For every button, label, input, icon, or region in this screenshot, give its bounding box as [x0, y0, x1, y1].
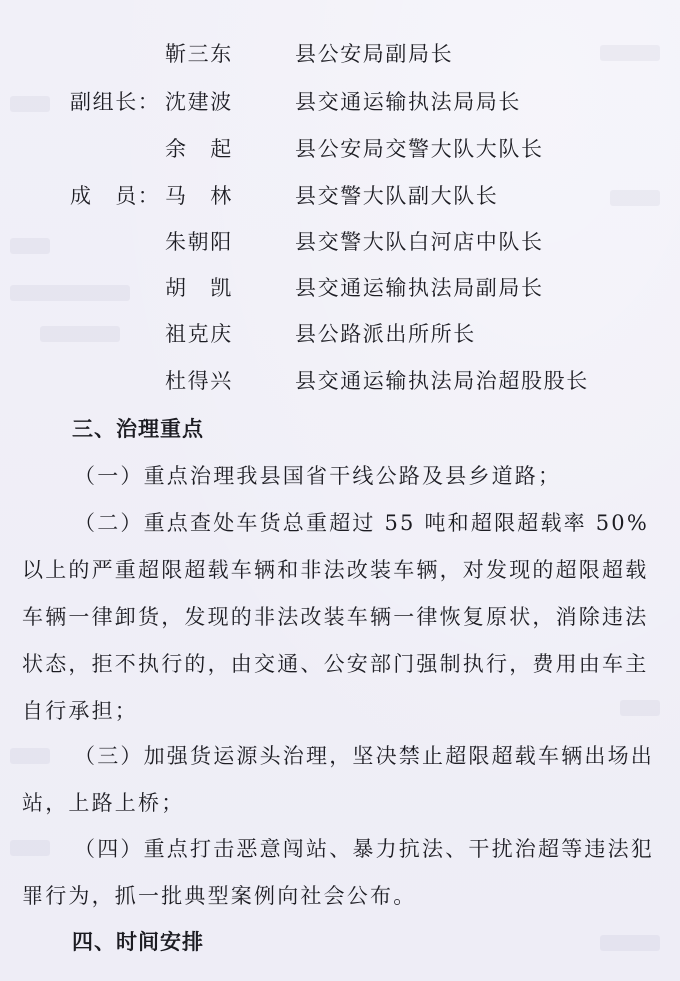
priority-item-2: （二）重点查处车货总重超过 55 吨和超限超载率 50%以上的严重超限超载车辆和非法改装车辆，对发现的超限超载车辆一律卸货，发现的非法改装车辆一律恢复原状，消除违法状态，拒不执行的，由交通、公安部门强制执行，费用由车主自行承担；: [22, 511, 650, 723]
section-heading-schedule: 四、时间安排: [72, 929, 204, 954]
member-name: 余 起: [165, 137, 233, 161]
member-name: 胡 凯: [165, 276, 233, 300]
member-title: 县交通运输执法局副局长: [295, 276, 544, 300]
member-title: 县交警大队白河店中队长: [295, 230, 544, 254]
member-name: 靳三东: [165, 42, 233, 66]
member-title: 县交通运输执法局局长: [295, 90, 521, 114]
member-name: 马 林: [165, 184, 233, 208]
priority-item-3: （三）加强货运源头治理，坚决禁止超限超载车辆出场出站，上路上桥；: [22, 744, 654, 815]
member-title: 县交通运输执法局治超股股长: [295, 369, 589, 393]
member-title: 县公路派出所所长: [295, 322, 476, 346]
member-title: 县交警大队副大队长: [295, 184, 499, 208]
member-role: 副组长：: [70, 90, 161, 114]
bleed-through-mark: [610, 190, 660, 206]
section-heading-priorities: 三、治理重点: [72, 416, 204, 441]
bleed-through-mark: [600, 935, 660, 951]
member-name: 沈建波: [165, 90, 233, 114]
bleed-through-mark: [600, 45, 660, 61]
bleed-through-mark: [10, 238, 50, 254]
priority-item-1: （一）重点治理我县国省干线公路及县乡道路；: [74, 464, 562, 488]
member-name: 朱朝阳: [165, 230, 233, 254]
member-name: 祖克庆: [165, 322, 233, 346]
member-title: 县公安局交警大队大队长: [295, 137, 544, 161]
priority-item-4: （四）重点打击恶意闯站、暴力抗法、干扰治超等违法犯罪行为，抓一批典型案例向社会公布。: [22, 837, 654, 908]
member-role: 成 员：: [70, 184, 161, 208]
bleed-through-mark: [40, 326, 120, 342]
bleed-through-mark: [10, 285, 130, 301]
member-title: 县公安局副局长: [295, 42, 454, 66]
member-name: 杜得兴: [165, 369, 233, 393]
bleed-through-mark: [10, 96, 50, 112]
